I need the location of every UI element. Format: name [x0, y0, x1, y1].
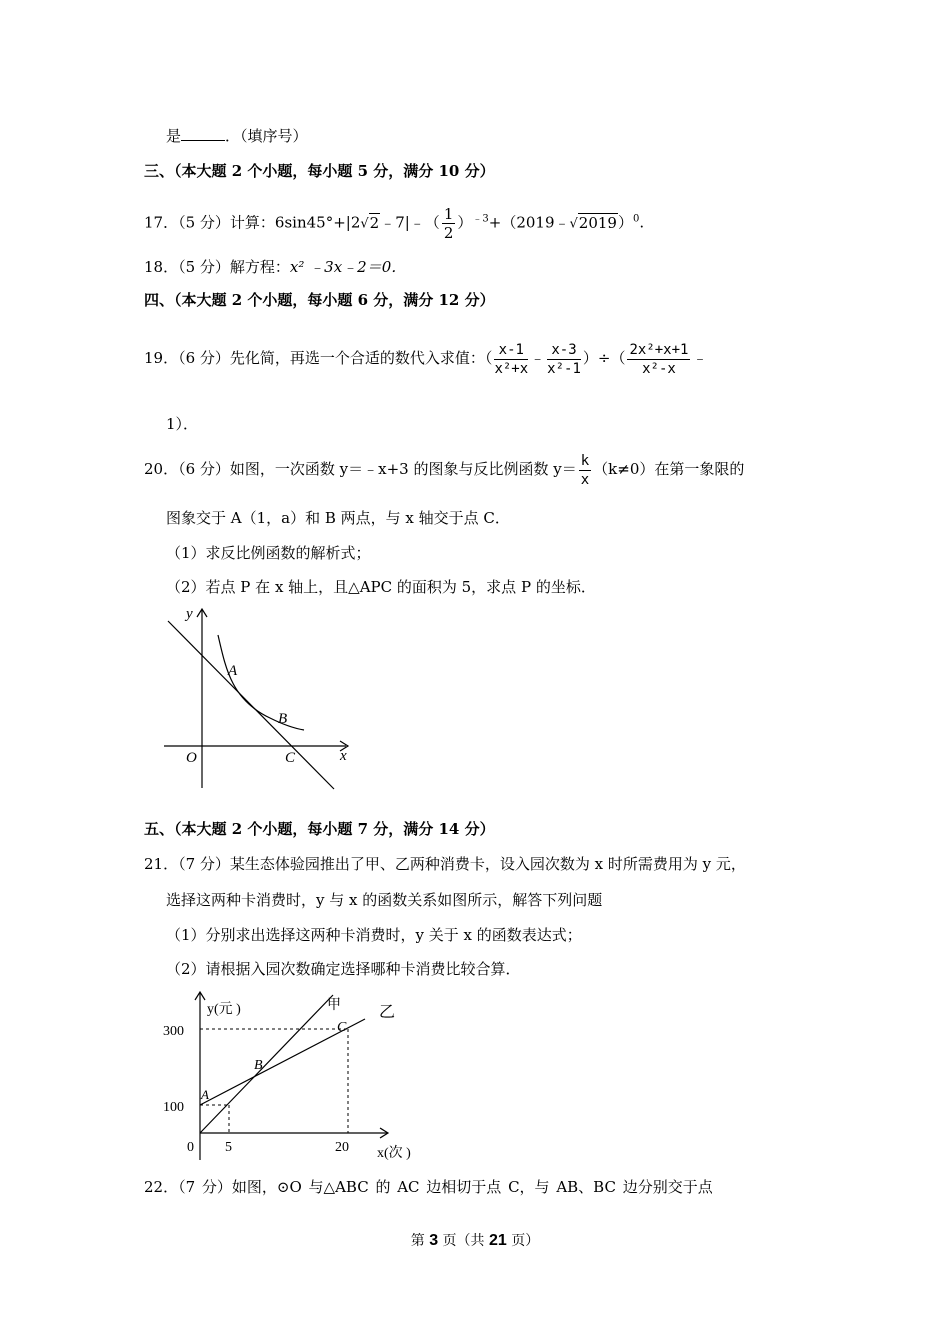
- fig21-x-label: x(次 ): [377, 1146, 411, 1161]
- fig21-point-b: B: [254, 1058, 263, 1073]
- fig20-point-a: A: [228, 663, 238, 679]
- fig20-point-b: B: [278, 711, 288, 727]
- fig21-point-a: A: [201, 1087, 209, 1102]
- question-21-line2: 选择这两种卡消费时，y 与 x 的函数关系如图所示，解答下列问题: [166, 891, 603, 909]
- figure-20: [160, 600, 360, 795]
- fig20-y-label: y: [186, 606, 193, 622]
- fig20-origin: O: [186, 750, 197, 766]
- figure-21: [155, 985, 430, 1165]
- fig21-tick-0: 0: [187, 1140, 194, 1155]
- section-4-heading: 四、（本大题 2 个小题，每小题 6 分，满分 12 分）: [144, 291, 495, 309]
- fig21-tick-20: 20: [335, 1140, 349, 1155]
- section-3-heading: 三、（本大题 2 个小题，每小题 5 分，满分 10 分）: [144, 162, 495, 180]
- fraction-2: $\frac{x-3}{\text{x²-1}}$: [547, 341, 581, 377]
- fig21-tick-100: 100: [163, 1100, 184, 1115]
- fraction-half: $\frac{1}{2}$: [443, 205, 454, 242]
- answer-line: 是 ．（填序号）: [166, 127, 308, 145]
- question-21: 21．（7 分）某生态体验园推出了甲、乙两种消费卡，设入园次数为 x 时所需费用为 y 元，: [144, 855, 746, 873]
- question-22: 22．（7 分）如图，⊙O 与△ABC 的 AC 边相切于点 C，与 AB、BC 边分别交于点: [144, 1178, 713, 1196]
- fraction-3: $\frac{\text{2x²+x+1}}{\text{x²-x}}$: [629, 341, 689, 377]
- question-21-sub2: （2）请根据入园次数确定选择哪种卡消费比较合算．: [166, 960, 521, 978]
- question-20-line2: 图象交于 A（1，a）和 B 两点，与 x 轴交于点 C．: [166, 509, 510, 527]
- question-20: 20．（6 分）如图，一次函数 y＝﹣x+3 的图象与反比例函数 y＝ $\frac{k}{x}$ （k≠0）在第一象限的: [144, 452, 745, 488]
- fig21-tick-5: 5: [225, 1140, 232, 1155]
- page-footer: 第 3 页（共 21 页）: [410, 1232, 540, 1249]
- fig21-line-yi: 乙: [379, 1004, 396, 1021]
- question-18: 18．（5 分）解方程：x² ﹣3x﹣2＝0．: [144, 258, 407, 276]
- fig20-point-c: C: [285, 750, 296, 766]
- question-21-sub1: （1）分别求出选择这两种卡消费时，y 关于 x 的函数表达式；: [166, 926, 582, 944]
- question-19: 19．（6 分）先化简，再选一个合适的数代入求值：（ $\frac{x-1}{\text{x²+x}}$ ﹣ $\frac{x-3}{\text{x²-1}}$ ）÷（ $\frac{\text{2x²+x+1}}{\text{x²-x}}$ ﹣: [144, 341, 708, 377]
- question-17: 17．（5 分）计算：6sin45°+|2√2﹣7|﹣（ $\frac{1}{2}$ ）$^{﹣3}$+（2019﹣√2019）$^0$.: [144, 205, 645, 242]
- fig21-y-label: y(元 ): [207, 1002, 241, 1017]
- question-19-cont: 1）．: [166, 415, 199, 433]
- fig21-point-c: C: [337, 1020, 347, 1035]
- section-5-heading: 五、（本大题 2 个小题，每小题 7 分，满分 14 分）: [144, 820, 495, 838]
- fig21-line-jia: 甲: [327, 998, 341, 1013]
- question-20-sub1: （1）求反比例函数的解析式；: [166, 544, 371, 562]
- fraction-k-x: $\frac{k}{x}$: [580, 452, 590, 488]
- fig20-x-label: x: [340, 748, 347, 764]
- question-20-sub2: （2）若点 P 在 x 轴上，且△APC 的面积为 5，求点 P 的坐标．: [166, 578, 596, 596]
- fig21-tick-300: 300: [163, 1024, 184, 1039]
- answer-blank[interactable]: [181, 126, 225, 141]
- fraction-1: $\frac{x-1}{\text{x²+x}}$: [494, 341, 529, 377]
